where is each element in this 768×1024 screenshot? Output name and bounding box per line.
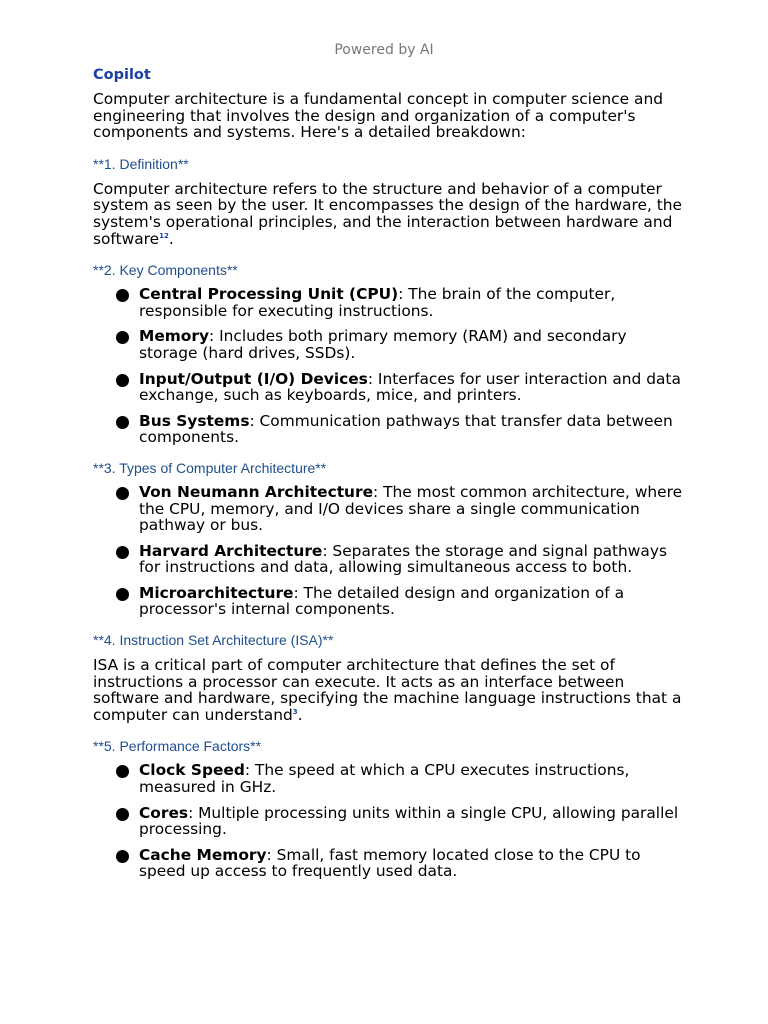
document-content xyxy=(93,67,683,880)
list-item xyxy=(93,805,683,838)
powered-by-label: Powered by AI xyxy=(334,42,434,58)
list-item-desc: : Communication pathways that transfer data between components. xyxy=(139,411,673,447)
list-item-desc: : The speed at which a CPU executes instructions, measured in GHz. xyxy=(139,761,630,797)
bullet-icon xyxy=(116,850,129,863)
section-heading-isa: **4. Instruction Set Architecture (ISA)** xyxy=(93,632,334,649)
bullet-icon xyxy=(116,546,129,559)
bullet-icon xyxy=(116,416,129,429)
bullet-icon xyxy=(116,588,129,601)
list-item-desc: : The detailed design and organization of a processor's internal components. xyxy=(139,583,625,619)
bullet-icon xyxy=(116,765,129,778)
list-item xyxy=(93,413,683,446)
list-item-desc: : The most common architecture, where the CPU, memory, and I/O devices share a single communication pathway or bus. xyxy=(139,482,683,535)
list-item-term: Clock Speed xyxy=(139,761,245,780)
section-heading-key-components: **2. Key Components** xyxy=(93,262,238,279)
author-label: Copilot xyxy=(93,67,151,83)
bullet-icon xyxy=(116,331,129,344)
isa-paragraph xyxy=(93,657,683,723)
list-item xyxy=(93,585,683,618)
list-item-term: Cache Memory xyxy=(139,845,267,864)
citation-link[interactable]: 3 xyxy=(292,707,298,716)
definition-paragraph xyxy=(93,181,683,247)
isa-suffix: . xyxy=(297,705,303,724)
section-heading-definition: **1. Definition** xyxy=(93,155,189,172)
list-item xyxy=(93,371,683,404)
list-item-desc: : Interfaces for user interaction and data exchange, such as keyboards, mice, and printers. xyxy=(139,369,681,405)
definition-text: Computer architecture refers to the structure and behavior of a computer system as seen by the user. It encompasses the design of the hardware, the system's operational principles, and the interaction between hardware and software xyxy=(93,179,683,248)
bullet-icon xyxy=(116,487,129,500)
list-item-term: Harvard Architecture xyxy=(139,541,323,560)
list-item-term: Von Neumann Architecture xyxy=(139,482,374,501)
list-item xyxy=(93,762,683,795)
list-item xyxy=(93,543,683,576)
list-item xyxy=(93,847,683,880)
section-heading-types: **3. Types of Computer Architecture** xyxy=(93,459,327,476)
list-item-term: Central Processing Unit (CPU) xyxy=(139,285,399,304)
bullet-icon xyxy=(116,374,129,387)
intro-paragraph: Computer architecture is a fundamental concept in computer science and engineering that involves the design and organization of a computer's components and systems. Here's a detailed breakdown: xyxy=(93,90,663,142)
list-item-desc: : Multiple processing units within a single CPU, allowing parallel processing. xyxy=(139,803,679,839)
bullet-icon xyxy=(116,808,129,821)
citation-link[interactable]: 12 xyxy=(159,231,169,240)
architecture-types-list xyxy=(93,484,683,618)
key-components-list xyxy=(93,286,683,446)
list-item-desc: : Includes both primary memory (RAM) and secondary storage (hard drives, SSDs). xyxy=(139,327,627,362)
list-item xyxy=(93,484,683,534)
list-item-desc: : Separates the storage and signal pathways for instructions and data, allowing simultaneous access to both. xyxy=(139,541,667,577)
list-item-term: Input/Output (I/O) Devices xyxy=(139,369,368,388)
isa-text: ISA is a critical part of computer architecture that defines the set of instructions a processor can execute. It acts as an interface between software and hardware, specifying the machine language instructions that a computer can understand xyxy=(93,656,682,724)
list-item-desc: : Small, fast memory located close to the CPU to speed up access to frequently used data. xyxy=(139,845,641,881)
bullet-icon xyxy=(116,289,129,302)
list-item-term: Microarchitecture xyxy=(139,583,294,602)
list-item-term: Memory xyxy=(139,327,209,346)
list-item-term: Bus Systems xyxy=(139,411,250,430)
list-item xyxy=(93,286,683,319)
section-heading-performance: **5. Performance Factors** xyxy=(93,738,262,755)
performance-factors-list xyxy=(93,762,683,880)
list-item-desc: : The brain of the computer, responsible for executing instructions. xyxy=(139,285,616,320)
definition-suffix: . xyxy=(168,229,174,248)
list-item xyxy=(93,328,683,361)
list-item-term: Cores xyxy=(139,803,189,822)
